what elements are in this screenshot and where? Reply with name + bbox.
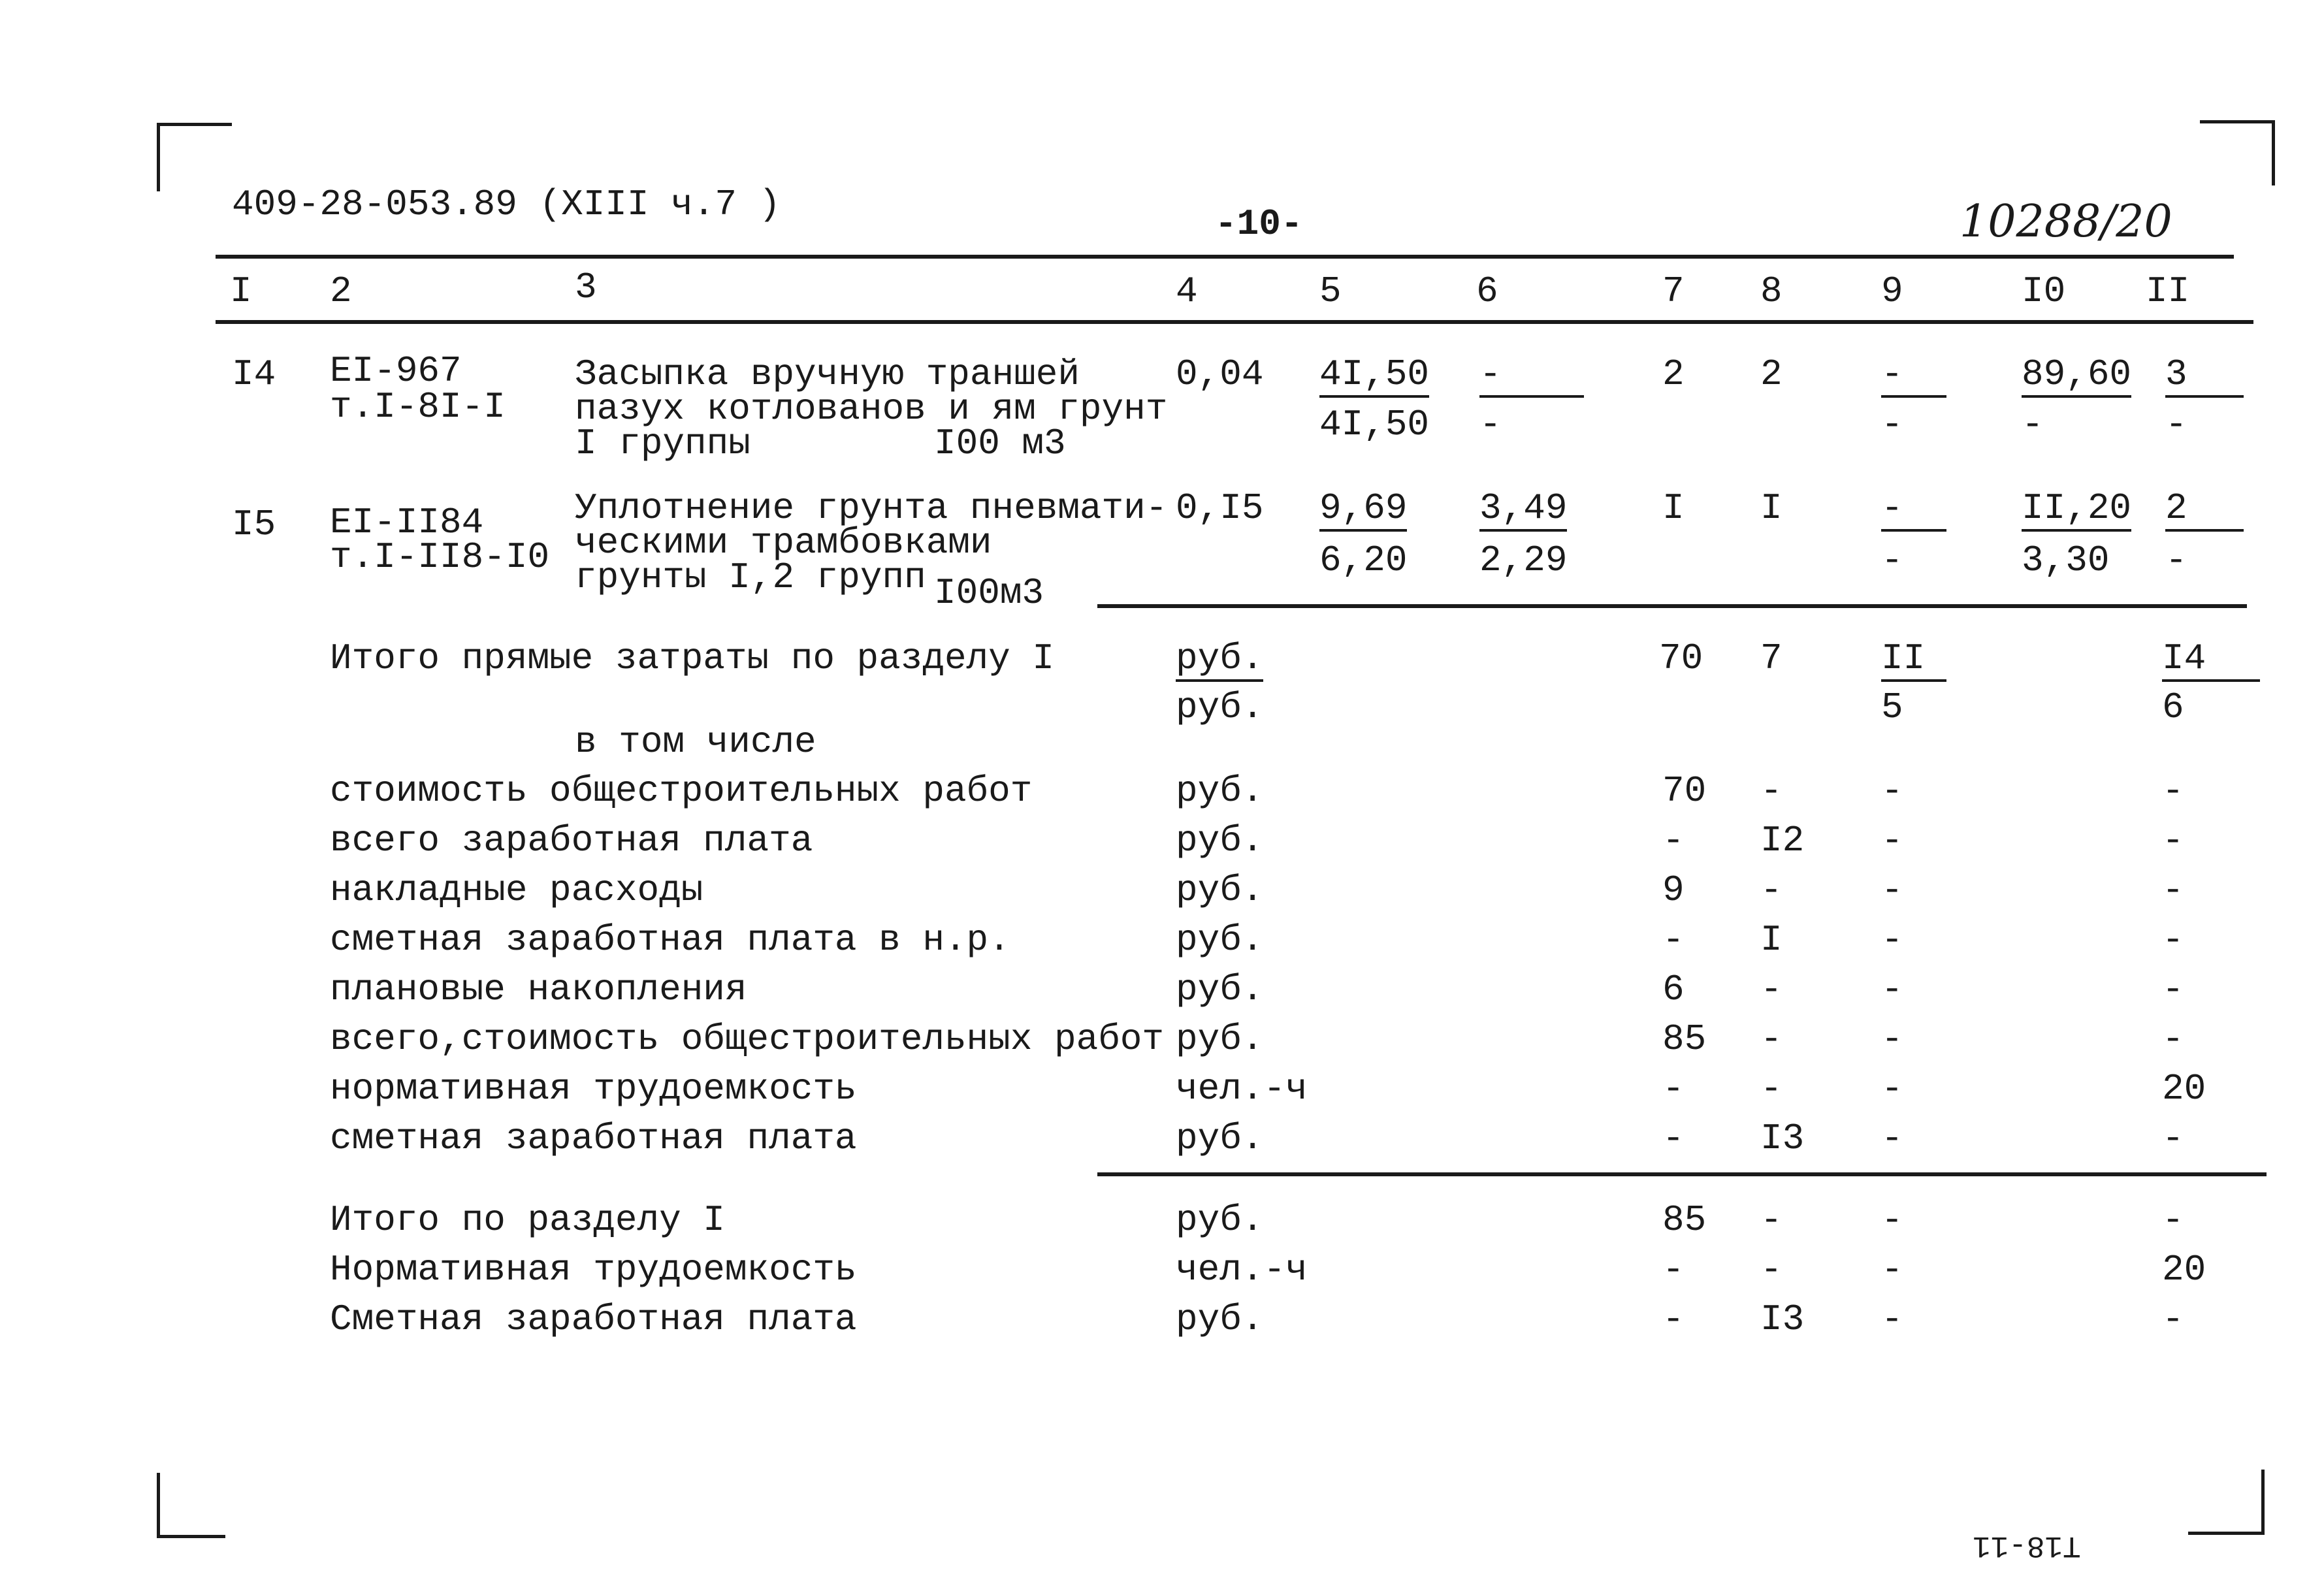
list-item-c7: 70	[1662, 770, 1707, 812]
row-code-line-1: EI-II84	[330, 502, 484, 543]
row-number: I5	[232, 504, 276, 545]
section-rule	[1097, 1172, 2267, 1176]
row-unit: I00м3	[934, 572, 1044, 614]
row-col11-top	[2165, 353, 2244, 398]
row-col6-top	[1479, 353, 1584, 398]
list-item-unit: руб.	[1176, 869, 1264, 911]
col-header-1: I	[230, 270, 252, 312]
row-col8: 2	[1760, 353, 1783, 395]
list-item-unit: руб.	[1176, 820, 1264, 861]
row-col9-top-value: -	[1881, 353, 1903, 395]
row-col9-top	[1881, 353, 1946, 398]
row-desc-line-1: Засыпка вручную траншей	[575, 353, 1080, 395]
col-header-6: 6	[1476, 270, 1498, 312]
col-header-7: 7	[1662, 270, 1685, 312]
document-code: 409-28-053.89 (XIII ч.7 )	[232, 184, 781, 225]
list-item-c8: -	[1760, 1199, 1783, 1241]
row-col10-top: II,20	[2022, 490, 2131, 532]
direct-costs-col9-bottom: 5	[1881, 686, 1903, 728]
corner-mark-bottom-right	[2188, 1470, 2265, 1535]
row-unit: I00 м3	[934, 423, 1066, 464]
list-item-label: накладные расходы	[330, 869, 703, 911]
list-item-c9: -	[1881, 1068, 1903, 1110]
list-item-label: нормативная трудоемкость	[330, 1068, 857, 1110]
col-header-10: I0	[2022, 270, 2066, 312]
list-item-unit: руб.	[1176, 1118, 1264, 1159]
row-col11-top-value: 3	[2165, 353, 2187, 395]
list-item-c9: -	[1881, 1249, 1903, 1291]
list-item-c9: -	[1881, 1298, 1903, 1340]
col-header-5: 5	[1319, 270, 1342, 312]
col-header-8: 8	[1760, 270, 1783, 312]
list-item-unit: руб.	[1176, 770, 1264, 812]
direct-costs-unit-2: руб.	[1176, 686, 1264, 728]
list-item-unit: чел.-ч	[1176, 1249, 1308, 1291]
list-item-unit: чел.-ч	[1176, 1068, 1308, 1110]
list-item-c11: -	[2162, 1018, 2184, 1060]
list-item-c8: -	[1760, 770, 1783, 812]
row-col6-bottom: 2,29	[1479, 539, 1568, 581]
row-col6-bottom: -	[1479, 404, 1502, 445]
row-col11-top	[2165, 487, 2244, 532]
list-item-c7: -	[1662, 1118, 1685, 1159]
list-item-c9: -	[1881, 969, 1903, 1010]
header-rule-top	[216, 255, 2234, 259]
list-item-c8: I3	[1760, 1298, 1805, 1340]
list-item-label: сметная заработная плата	[330, 1118, 857, 1159]
col-header-4: 4	[1176, 270, 1198, 312]
list-item-c11: -	[2162, 770, 2184, 812]
list-item-c9: -	[1881, 770, 1903, 812]
rows-rule	[1097, 604, 2247, 608]
list-item-c9: -	[1881, 820, 1903, 861]
row-col11-top-value: 2	[2165, 487, 2187, 529]
list-item-label: стоимость общестроительных работ	[330, 770, 1033, 812]
list-item-c9: -	[1881, 1118, 1903, 1159]
list-item-c7: -	[1662, 919, 1685, 961]
list-item-c8: -	[1760, 1249, 1783, 1291]
direct-costs-col7: 70	[1659, 637, 1703, 679]
footer-mark: Т18-11	[1973, 1528, 2081, 1562]
list-item-c11: -	[2162, 1199, 2184, 1241]
list-item-unit: руб.	[1176, 919, 1264, 961]
list-item-label: Итого по разделу I	[330, 1199, 725, 1241]
corner-mark-top-left	[157, 123, 232, 191]
row-code-line-2: т.I-II8-I0	[330, 536, 550, 578]
row-col6-top: 3,49	[1479, 490, 1567, 532]
direct-costs-col11-top	[2162, 637, 2260, 682]
list-item-c8: I2	[1760, 820, 1805, 861]
row-col9-top	[1881, 487, 1946, 532]
list-item-c8: -	[1760, 1068, 1783, 1110]
row-col11-bottom: -	[2165, 539, 2187, 581]
list-item-c8: -	[1760, 969, 1783, 1010]
list-item-label: сметная заработная плата в н.р.	[330, 919, 1010, 961]
list-item-unit: руб.	[1176, 1018, 1264, 1060]
row-col9-bottom: -	[1881, 404, 1903, 445]
list-item-c7: 6	[1662, 969, 1685, 1010]
direct-costs-col8: 7	[1760, 637, 1783, 679]
list-item-c8: I3	[1760, 1118, 1805, 1159]
header-rule-bottom	[216, 320, 2253, 324]
list-item-unit: руб.	[1176, 1298, 1264, 1340]
list-item-c11: -	[2162, 820, 2184, 861]
list-item-c7: -	[1662, 1068, 1685, 1110]
row-desc-line-3: грунты I,2 групп	[575, 556, 926, 598]
list-item-c8: I	[1760, 919, 1783, 961]
corner-mark-top-right	[2200, 120, 2275, 185]
row-col10-bottom: -	[2022, 404, 2044, 445]
direct-costs-col9-top-value: II	[1881, 637, 1926, 679]
row-desc-line-3: I группы	[575, 423, 750, 464]
col-header-2: 2	[330, 270, 352, 312]
direct-costs-col9-top	[1881, 637, 1946, 682]
list-item-c7: -	[1662, 820, 1685, 861]
row-desc-line-2: ческими трамбовками	[575, 522, 992, 564]
list-item-unit: руб.	[1176, 1199, 1264, 1241]
including-label: в том числе	[575, 721, 816, 763]
list-item-c8: -	[1760, 869, 1783, 911]
list-item-label: плановые накопления	[330, 969, 747, 1010]
list-item-c7: 85	[1662, 1018, 1707, 1060]
list-item-c11: 20	[2162, 1249, 2206, 1291]
row-col10-top: 89,60	[2022, 356, 2131, 398]
page-number: -10-	[1215, 203, 1303, 245]
list-item-c11: -	[2162, 1298, 2184, 1340]
list-item-unit: руб.	[1176, 969, 1264, 1010]
row-col4: 0,04	[1176, 353, 1264, 395]
list-item-c8: -	[1760, 1018, 1783, 1060]
row-col6-top-value: -	[1479, 353, 1502, 395]
handwritten-number: 10288/20	[1960, 196, 2172, 248]
list-item-c9: -	[1881, 869, 1903, 911]
list-item-c9: -	[1881, 919, 1903, 961]
row-code-line-2: т.I-8I-I	[330, 386, 506, 428]
row-number: I4	[232, 353, 276, 395]
row-col4: 0,I5	[1176, 487, 1264, 529]
direct-costs-label: Итого прямые затраты по разделу I	[330, 637, 1054, 679]
list-item-c11: -	[2162, 1118, 2184, 1159]
row-col9-bottom: -	[1881, 539, 1903, 581]
list-item-c11: -	[2162, 969, 2184, 1010]
row-col5-top: 9,69	[1319, 490, 1407, 532]
row-desc-line-2: пазух котлованов и ям грунт	[575, 388, 1168, 430]
row-code-line-1: EI-967	[330, 350, 462, 392]
list-item-c7: -	[1662, 1298, 1685, 1340]
row-col5-bottom: 6,20	[1319, 539, 1408, 581]
list-item-label: Сметная заработная плата	[330, 1298, 857, 1340]
list-item-c7: 9	[1662, 869, 1685, 911]
list-item-c9: -	[1881, 1018, 1903, 1060]
row-col8: I	[1760, 487, 1783, 529]
list-item-c7: 85	[1662, 1199, 1707, 1241]
list-item-label: всего заработная плата	[330, 820, 813, 861]
row-col5-bottom: 4I,50	[1319, 404, 1430, 445]
list-item-c11: -	[2162, 919, 2184, 961]
row-col7: 2	[1662, 353, 1685, 395]
list-item-label: Нормативная трудоемкость	[330, 1249, 857, 1291]
col-header-9: 9	[1881, 270, 1903, 312]
list-item-c11: 20	[2162, 1068, 2206, 1110]
row-col10-bottom: 3,30	[2022, 539, 2110, 581]
direct-costs-col11-bottom: 6	[2162, 686, 2184, 728]
row-desc-line-1: Уплотнение грунта пневмати-	[575, 487, 1168, 529]
row-col9-top-value: -	[1881, 487, 1903, 529]
row-col5-top: 4I,50	[1319, 356, 1429, 398]
corner-mark-bottom-left	[157, 1473, 225, 1538]
row-col7: I	[1662, 487, 1685, 529]
direct-costs-unit-1: руб.	[1176, 640, 1263, 682]
list-item-c11: -	[2162, 869, 2184, 911]
list-item-label: всего,стоимость общестроительных работ	[330, 1018, 1165, 1060]
direct-costs-col11-top-value: I4	[2162, 637, 2206, 679]
row-col11-bottom: -	[2165, 404, 2187, 445]
list-item-c7: -	[1662, 1249, 1685, 1291]
col-header-11: II	[2146, 270, 2190, 312]
list-item-c9: -	[1881, 1199, 1903, 1241]
col-header-3: 3	[575, 266, 597, 308]
